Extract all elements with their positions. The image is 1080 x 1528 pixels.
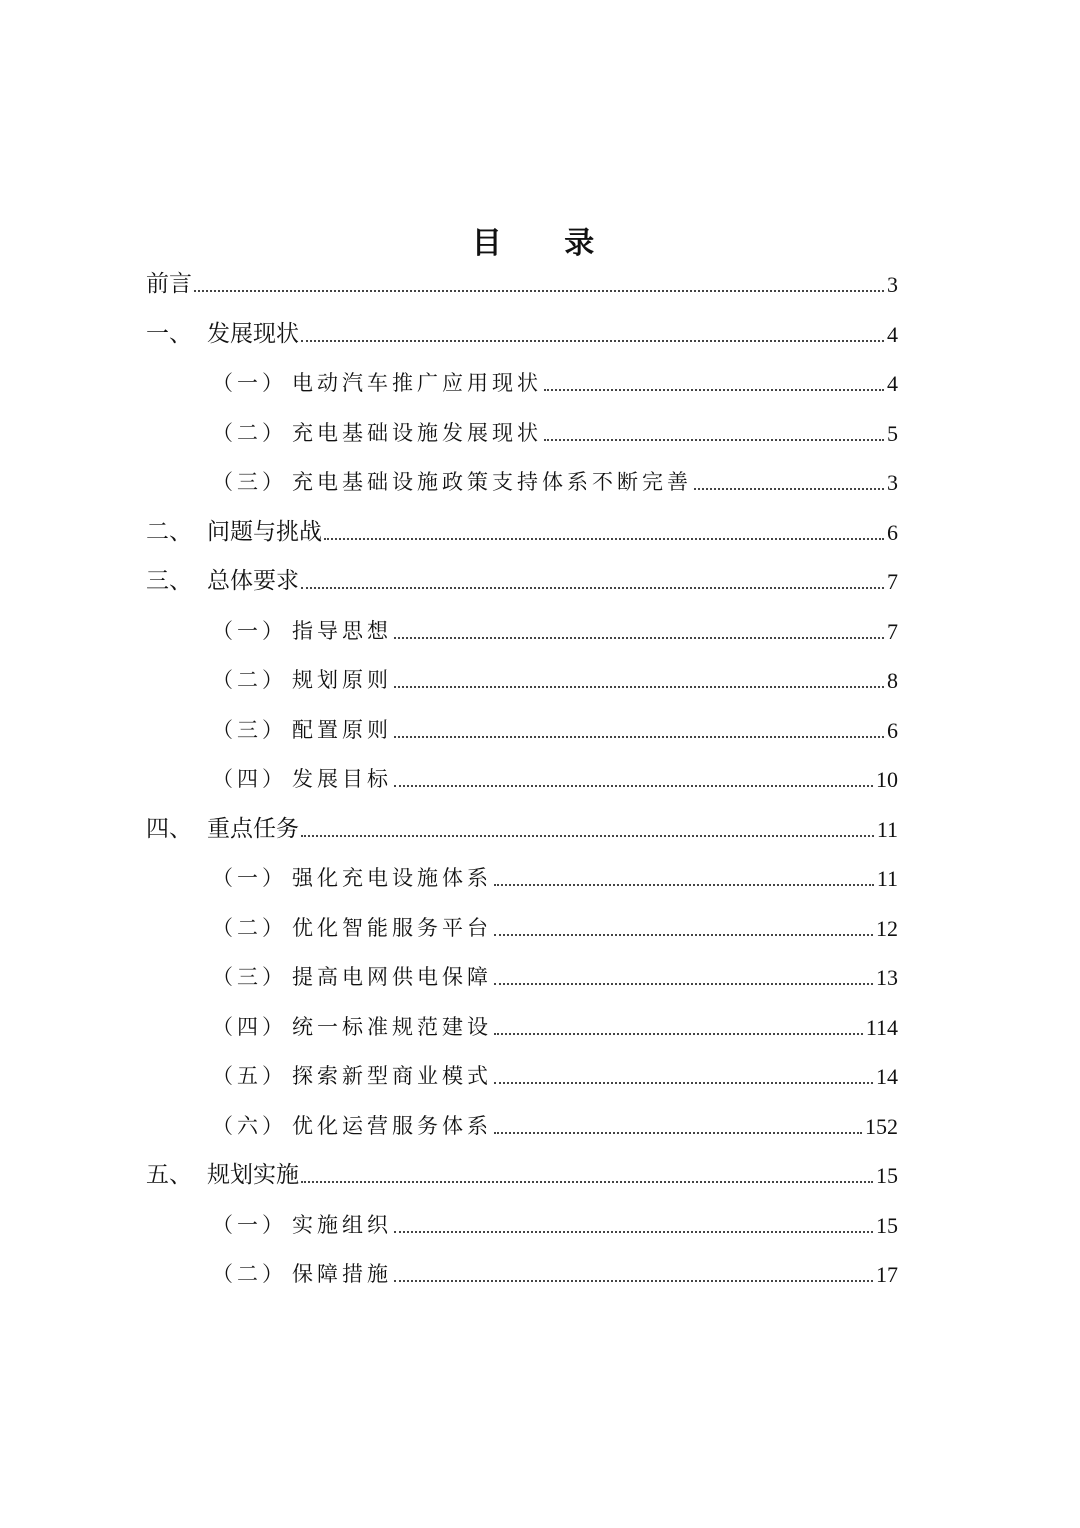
toc-page-number: 13 — [876, 965, 898, 990]
toc-entry-number: 五、 — [146, 1162, 192, 1188]
toc-section-entry — [0, 411, 1080, 451]
toc-chapter-entry — [0, 510, 1080, 550]
toc-page-number: 3 — [887, 272, 898, 297]
toc-entry-label: 优化智能服务平台 — [292, 915, 492, 940]
toc-section-entry — [0, 906, 1080, 946]
toc-entry-label: 探索新型商业模式 — [292, 1064, 492, 1088]
toc-entry-number: （三） — [212, 717, 287, 742]
toc-section-entry — [0, 609, 1080, 649]
toc-leader-dots — [301, 587, 884, 589]
toc-page-number: 7 — [887, 618, 898, 644]
toc-chapter-entry — [0, 807, 1080, 847]
toc-chapter-entry — [0, 312, 1080, 352]
toc-entry-number: 一、 — [146, 320, 192, 347]
toc-entry-number: 三、 — [146, 568, 192, 594]
toc-entry-label: 总体要求 — [207, 568, 299, 594]
toc-entry-number: （二） — [212, 1262, 287, 1286]
toc-page-number: 5 — [887, 420, 898, 446]
toc-leader-dots — [394, 1231, 873, 1233]
toc-entry-label: 实施组织 — [292, 1212, 392, 1237]
toc-entry-label: 充电基础设施政策支持体系不断完善 — [292, 470, 692, 494]
toc-page-number: 10 — [876, 767, 898, 792]
toc-leader-dots — [301, 1181, 873, 1183]
toc-leader-dots — [394, 785, 873, 787]
toc-title: 目 录 — [471, 226, 621, 261]
toc-entry-number: （二） — [212, 420, 287, 445]
toc-page-number: 8 — [887, 668, 898, 693]
toc-entry-label: 发展现状 — [207, 320, 299, 347]
toc-entry-number: （五） — [212, 1064, 287, 1088]
toc-entry-number: 二、 — [146, 518, 192, 545]
toc-page-number: 12 — [876, 915, 898, 941]
toc-leader-dots — [301, 340, 884, 342]
toc-section-entry — [0, 1005, 1080, 1045]
toc-entry-number: （四） — [212, 767, 287, 791]
toc-entry-label: 规划实施 — [207, 1162, 299, 1188]
toc-entry-number: （一） — [212, 866, 287, 890]
toc-entry-label: 配置原则 — [292, 717, 392, 742]
toc-section-entry — [0, 1104, 1080, 1144]
toc-page-number: 4 — [887, 371, 898, 396]
toc-entry-label: 保障措施 — [292, 1262, 392, 1286]
toc-leader-dots — [494, 1033, 863, 1035]
toc-entry-label: 优化运营服务体系 — [292, 1113, 492, 1138]
toc-entry-number: （四） — [212, 1014, 287, 1039]
toc-page-number: 114 — [865, 1014, 898, 1040]
toc-leader-dots — [194, 290, 884, 292]
toc-leader-dots — [324, 538, 884, 540]
toc-entry-number: （三） — [212, 965, 287, 989]
toc-section-entry — [0, 1252, 1080, 1292]
toc-section-entry — [0, 757, 1080, 797]
toc-section-entry — [0, 708, 1080, 748]
toc-leader-dots — [394, 736, 884, 738]
toc-chapter-entry — [0, 1153, 1080, 1193]
toc-page-number: 14 — [876, 1064, 898, 1089]
toc-page-number: 15 — [876, 1212, 898, 1238]
toc-page-number: 152 — [865, 1113, 898, 1139]
toc-entry-number: （二） — [212, 915, 287, 940]
toc-page-number: 4 — [887, 321, 898, 347]
toc-entry-label: 发展目标 — [292, 767, 392, 791]
toc-page-number: 6 — [887, 717, 898, 743]
toc-section-entry — [0, 1054, 1080, 1094]
toc-leader-dots — [301, 835, 874, 837]
toc-section-entry — [0, 361, 1080, 401]
toc-leader-dots — [544, 389, 884, 391]
toc-entry-label: 强化充电设施体系 — [292, 866, 492, 890]
toc-entry-label: 充电基础设施发展现状 — [292, 420, 542, 445]
toc-section-entry — [0, 460, 1080, 500]
toc-entry-label: 重点任务 — [207, 815, 299, 842]
toc-leader-dots — [494, 934, 873, 936]
toc-leader-dots — [544, 439, 884, 441]
toc-entry-number: （一） — [212, 1212, 287, 1237]
toc-leader-dots — [494, 983, 873, 985]
toc-entry-number: （六） — [212, 1113, 287, 1138]
toc-section-entry — [0, 658, 1080, 698]
toc-leader-dots — [494, 1082, 873, 1084]
toc-entry-label: 电动汽车推广应用现状 — [292, 371, 542, 395]
toc-page-number: 3 — [887, 470, 898, 495]
toc-leader-dots — [494, 884, 874, 886]
toc-entry-label: 问题与挑战 — [207, 518, 322, 545]
toc-entry-number: （二） — [212, 668, 287, 692]
toc-entry-label: 前言 — [146, 271, 192, 297]
toc-entry-label: 统一标准规范建设 — [292, 1014, 492, 1039]
toc-leader-dots — [394, 686, 884, 688]
toc-leader-dots — [394, 637, 884, 639]
toc-page-number: 6 — [887, 519, 898, 545]
toc-entry-label: 规划原则 — [292, 668, 392, 692]
toc-chapter-entry — [0, 262, 1080, 302]
toc-section-entry — [0, 856, 1080, 896]
toc-leader-dots — [694, 488, 884, 490]
toc-section-entry — [0, 1203, 1080, 1243]
toc-leader-dots — [494, 1132, 862, 1134]
toc-entry-number: （一） — [212, 371, 287, 395]
toc-page-number: 11 — [876, 866, 898, 891]
toc-page-number: 17 — [876, 1262, 898, 1287]
toc-entry-number: （一） — [212, 618, 287, 643]
toc-leader-dots — [394, 1280, 873, 1282]
toc-entry-number: 四、 — [146, 815, 192, 842]
toc-section-entry — [0, 955, 1080, 995]
toc-entry-number: （三） — [212, 470, 287, 494]
toc-entry-label: 提高电网供电保障 — [292, 965, 492, 989]
toc-chapter-entry — [0, 559, 1080, 599]
toc-page-number: 15 — [876, 1163, 898, 1188]
toc-entry-label: 指导思想 — [292, 618, 392, 643]
toc-page-number: 7 — [887, 569, 898, 594]
toc-page-number: 11 — [876, 816, 898, 842]
